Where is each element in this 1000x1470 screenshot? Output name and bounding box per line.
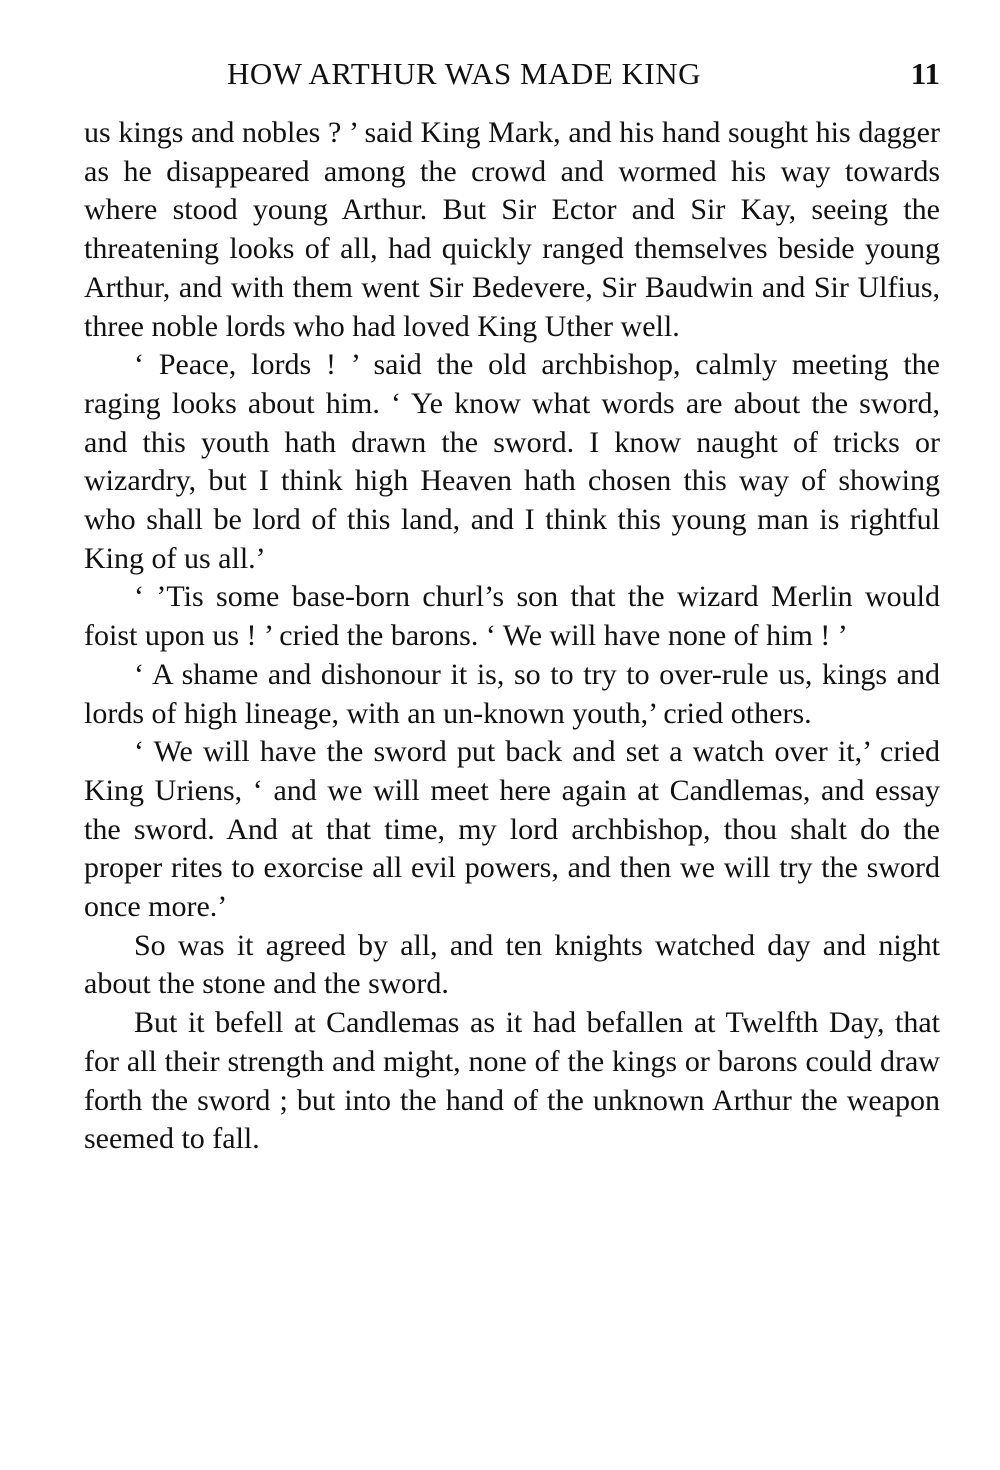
paragraph-continued: us kings and nobles ? ’ said King Mark, and his hand sought his dagger as he disappeared among the crowd and wormed his way towards where stood young Arthur. But Sir Ector and Sir Kay, seeing the threatening looks of all, had quickly ranged themselves beside young Arthur, and with them went Sir Bedevere, Sir Baudwin and Sir Ulfius, three noble lords who had loved King Uther well. (84, 116, 940, 343)
paragraph-others-cry: ‘ A shame and dishonour it is, so to try to over-rule us, kings and lords of high lineage, with an un-known youth,’ cried others. (84, 657, 940, 730)
body-text (84, 114, 940, 1159)
page-number: 11 (910, 56, 940, 91)
running-head (84, 54, 940, 94)
paragraph-candlemas: But it befell at Candlemas as it had befallen at Twelfth Day, that for all their strength and might, none of the kings or barons could draw forth the sword ; but into the hand of the unknown Arthur the weapon seemed to fall. (84, 1006, 940, 1156)
paragraph-king-uriens-speech: ‘ We will have the sword put back and set a watch over it,’ cried King Uriens, ‘ and we will meet here again at Candlemas, and essay the sword. And at that time, my lord archbishop, thou shalt do the proper rites to exorcise all evil powers, and then we will try the sword once more.’ (84, 735, 940, 924)
running-title: HOW ARTHUR WAS MADE KING (226, 56, 701, 91)
paragraph-archbishop-speech: ‘ Peace, lords ! ’ said the old archbishop, calmly meeting the raging looks about him. ‘ Ye know what words are about the sword, and this youth hath drawn the sword. I know naught of tricks or wizardry, but I think high Heaven hath chosen this way of showing who shall be lord of this land, and I think this young man is rightful King of us all.’ (84, 348, 940, 575)
paragraph-agreement: So was it agreed by all, and ten knights watched day and night about the stone and the sword. (84, 928, 940, 1001)
paragraph-barons-cry: ‘ ’Tis some base-born churl’s son that the wizard Merlin would foist upon us ! ’ cried the barons. ‘ We will have none of him ! ’ (84, 580, 940, 653)
